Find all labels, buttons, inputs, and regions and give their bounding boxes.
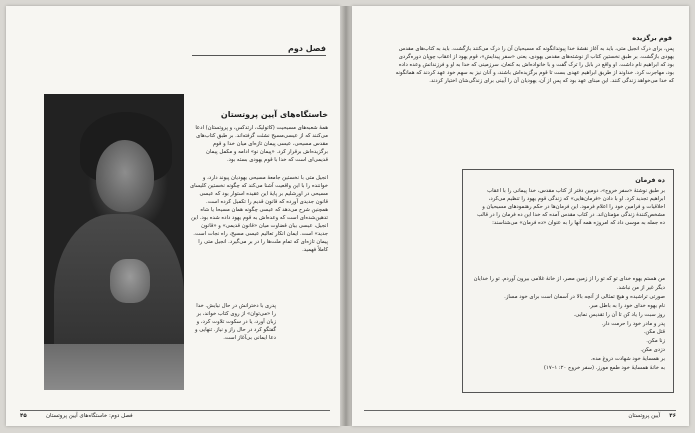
- photo-face-shape: [96, 140, 154, 212]
- chapter-label: فصل دوم: [192, 44, 326, 56]
- photo-caption: پدری با دخترانش در حال نیایش. خدا را «می‌توان» از روی کتاب خواند، بر زبان آورد، یا در سکوت تلاوت کرد، و گفتگو کرد در حال راز و نیاز. تنهایی و دعا ایمانی بی‌آغاز است.: [194, 303, 276, 341]
- commandment-item: نام یهوه خدای خود را به باطل مبر.: [588, 302, 665, 309]
- right-footer: [364, 410, 676, 421]
- section-title: خاستگاه‌های آیین پروتستان: [220, 110, 328, 119]
- commandment-item: بر همسایهٔ خود شهادت دروغ مده.: [590, 356, 665, 363]
- commandment-item: پدر و مادر خود را حرمت دار.: [601, 320, 665, 327]
- commandment-item: به خانهٔ همسایهٔ خود طمع مورز. (سفر خروج ۲۰: ۱–۱۷): [543, 365, 665, 372]
- right-running-footer: آیین پروتستان: [628, 413, 660, 419]
- right-page-number: ۴۶: [669, 413, 676, 419]
- left-page: [6, 6, 340, 426]
- commandment-item: دزدی مکن.: [640, 347, 665, 354]
- left-running-footer: فصل دوم: خاستگاه‌های آیین پروتستان: [46, 413, 133, 419]
- box-intro: بر طبق نوشتهٔ «سفر خروج»، دومین دفتر از کتاب مقدس، خدا پیمانی را با اعقاب ابراهیم تجدید کرد. او با دادن «فرمان‌هایی» که زندگی قوم یهود را تنظیم می‌کرد، اخلاقیات و فرامین خود را اعلام فرمود. این فرمان‌ها در حکم رهنمودهای مسیحیان و مشخص‌کنندهٔ زندگی مؤمنان‌اند. در کتاب مقدس آمده که خدا این ده فرمان را در قالب ده جمله به موسی داد که امروزه همه آنها را به عنوان «ده فرمان» می‌شناسند:: [477, 188, 665, 226]
- photo-floor-shape: [44, 344, 184, 390]
- left-paragraph-2: انجیل متی با نخستین جامعهٔ مسیحی یهودیان پیوند دارد، و خواننده را با این واقعیت آشنا می‌کند که چگونه نخستین کلیسای مسیحی در اورشلیم بر پایهٔ این عقیده استوار بود که عیسی قانون جدیدی آورده که قانون قدیم را تکمیل کرده است. همچنین شرح می‌دهد که عیسی چگونه همان مسیحا یا شاه تدهین‌شده‌ای است که وعده‌اش به قوم یهود داده شده بود. این انجیل، عیسی بیان قضاوت میان «قانون قدیمی» و «قانون جدید» است. ایمان انکار تعالیم عیسی مسیح، راه نجات است. پیمان تازه‌ای که تمام ملت‌ها را در بر می‌گیرد. انجیل متی را کاملاً فهمید.: [189, 175, 328, 253]
- commandments-list: [471, 275, 665, 373]
- right-page: [352, 6, 689, 426]
- box-title: ده فرمان: [635, 176, 665, 184]
- left-footer: [20, 410, 330, 421]
- left-page-number: ۴۵: [20, 413, 27, 419]
- commandment-item: روز سبت را یاد کن تا آن را تقدیس نمایی.: [573, 311, 665, 318]
- photo-hands-shape: [110, 259, 150, 303]
- book-gutter: [340, 6, 352, 426]
- left-paragraph-1: همهٔ شعبه‌های مسیحیت (کاتولیک، ارتدکس، و پروتستان) ادعا می‌کنند که از عیسی‌مسیح نشئت گرفته‌اند. بر طبق کتاب‌های مقدس مسیحی، عیسی پیمان تازه‌ای میان خدا و قوم برگزیده‌اش برقرار کرد. «پیمان نو» ادامه و مکمل پیمان قدیمی‌ای است که خدا با قوم یهودی بسته بود.: [195, 125, 328, 163]
- right-paragraph-1: پس، برای درک انجیل متی، باید به آغاز نقشهٔ خدا پیوندانگونه که مسیحیان آن را درک می‌کنند بازگشت. باید به کتاب‌های مقدس یهودی بازگشت. بر طبق نخستین کتاب از نوشته‌های مقدس یهودی، یعنی «سفر پیدایش»، قوم یهود از اعقاب چوپان دوره‌گردی بود که ابراهیم نام داشت. او واقع در بابل را ترک گفت و با خانواده‌اش به کنعان، سرزمینی که خدا به او و فرزندانش وعده داده بود، مهاجرت کرد. خداوند از طریق ابراهیم عهدی بست تا قوم برگزیده‌اش باشند، و آنان نیز به سهم خود عهد کردند که همانگونه که خدا می‌خواهد زندگی کنند. این مبنای عهد بود که پس از آن، یهودیان آن را آیینی برای زندگی‌شان اختیار کردند.: [395, 46, 674, 84]
- commandment-item: زنا مکن.: [646, 338, 665, 345]
- commandment-item: صورتی تراشیده و هیچ تمثالی از آنچه بالا در آسمان است برای خود مساز.: [504, 293, 665, 300]
- commandment-item: من هستم یهوه خدای تو که تو را از زمین مصر، از خانهٔ غلامی بیرون آوردم. تو را خدایان دیگر غیر از من نباشد.: [473, 276, 665, 291]
- ten-commandments-box: [462, 169, 674, 393]
- commandment-item: قتل مکن.: [643, 329, 665, 336]
- praying-girl-photo: [44, 94, 184, 390]
- right-section-heading: قوم برگزیده: [632, 34, 672, 42]
